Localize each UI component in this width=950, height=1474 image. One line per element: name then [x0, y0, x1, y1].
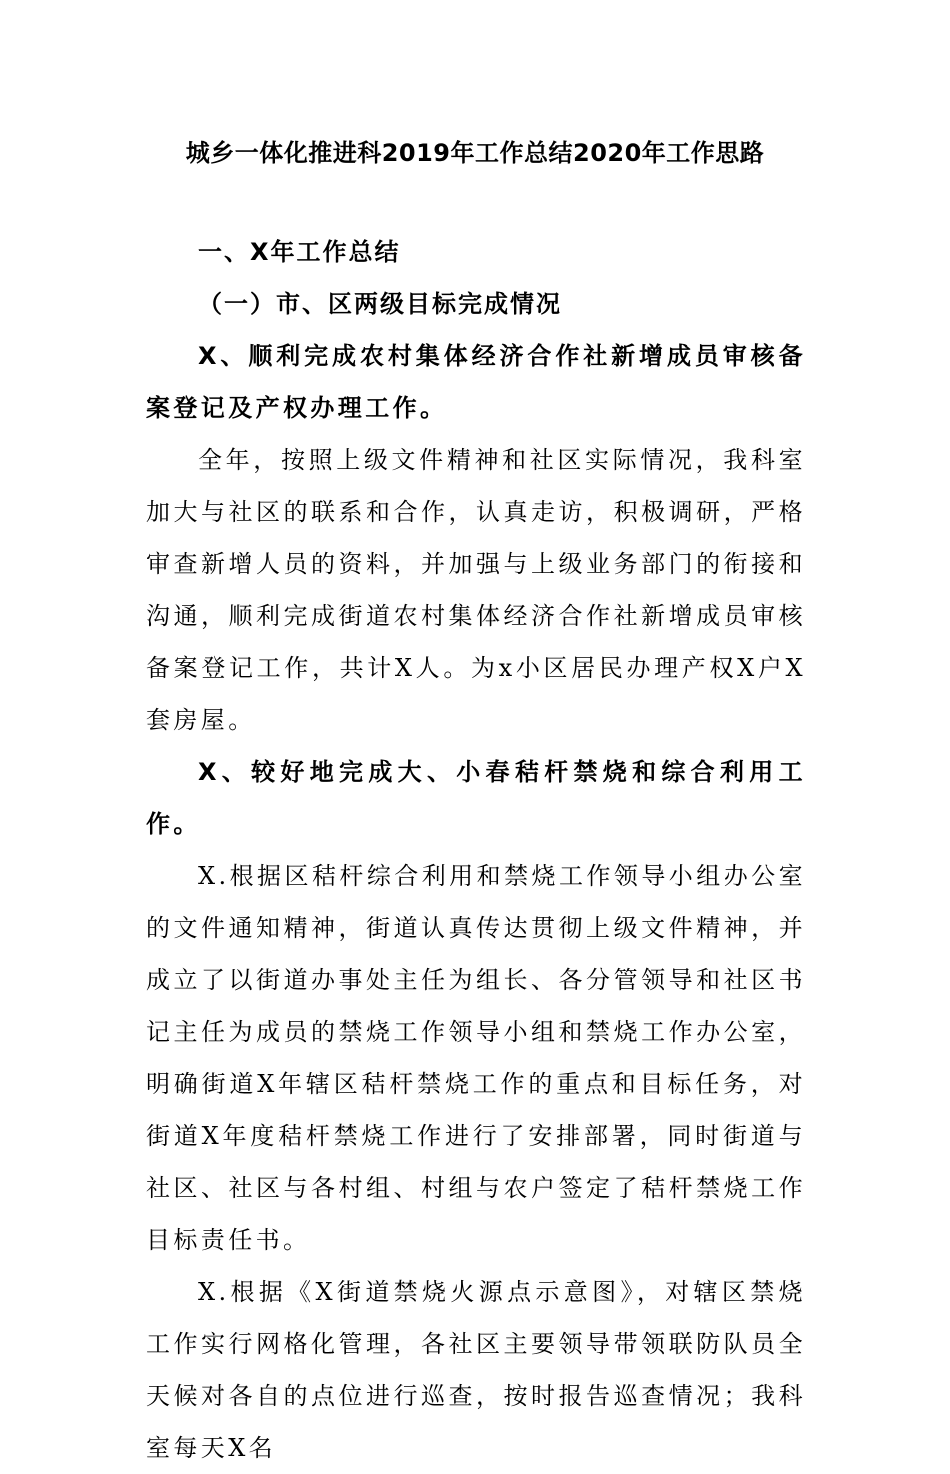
item-paragraph-2b: X.根据《X街道禁烧火源点示意图》，对辖区禁烧工作实行网格化管理，各社区主要领导带领联防队员全天候对各自的点位进行巡查，按时报告巡查情况；我科室每天X名: [146, 1278, 806, 1462]
subsection-heading: （一）市、区两级目标完成情况: [198, 290, 562, 318]
document-title: 城乡一体化推进科2019年工作总结2020年工作思路: [185, 139, 765, 167]
item-heading-2: X、较好地完成大、小春秸杆禁烧和综合利用工作。: [146, 758, 806, 838]
item-paragraph-1: 全年，按照上级文件精神和社区实际情况，我科室加大与社区的联系和合作，认真走访，积极调研，严格审查新增人员的资料，并加强与上级业务部门的衔接和沟通，顺利完成街道农村集体经济合作社新增成员审核备案登记工作，共计X人。为x小区居民办理产权X户X套房屋。: [146, 446, 806, 734]
item-paragraph-2a: X.根据区秸杆综合利用和禁烧工作领导小组办公室的文件通知精神，街道认真传达贯彻上级文件精神，并成立了以街道办事处主任为组长、各分管领导和社区书记主任为成员的禁烧工作领导小组和禁烧工作办公室，明确街道X年辖区秸杆禁烧工作的重点和目标任务，对街道X年度秸杆禁烧工作进行了安排部署，同时街道与社区、社区与各村组、村组与农户签定了秸杆禁烧工作目标责任书。: [146, 862, 806, 1254]
section-heading: 一、X年工作总结: [198, 238, 401, 266]
document-body: [146, 226, 806, 1474]
item-heading-1: X、顺利完成农村集体经济合作社新增成员审核备案登记及产权办理工作。: [146, 342, 806, 422]
